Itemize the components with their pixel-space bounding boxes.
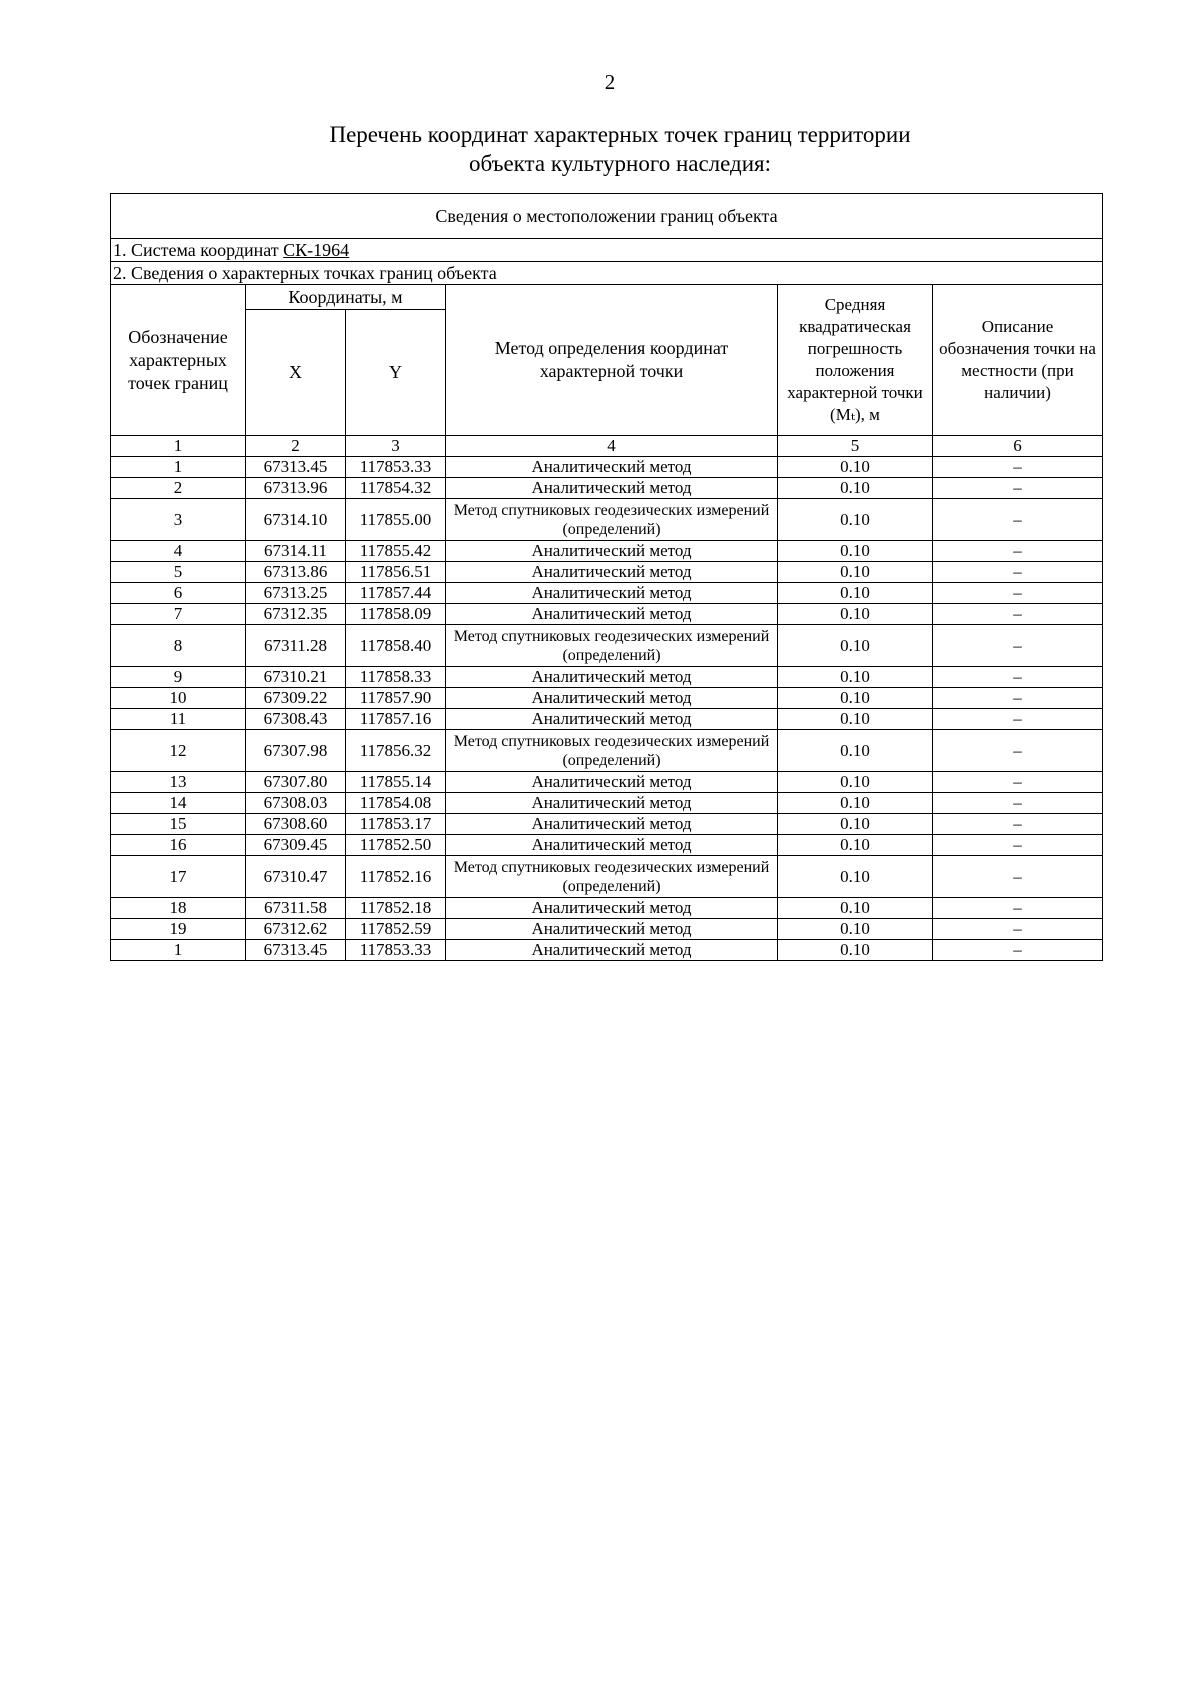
point-cell: 12 [111, 730, 246, 772]
point-cell: 5 [111, 562, 246, 583]
error-cell: 0.10 [778, 604, 933, 625]
method-cell: Аналитический метод [446, 772, 778, 793]
table-row [111, 625, 1103, 667]
description-cell: – [933, 814, 1103, 835]
boundary-coordinates-table [110, 193, 1103, 961]
method-cell: Аналитический метод [446, 667, 778, 688]
table-row [111, 541, 1103, 562]
table-row [111, 814, 1103, 835]
point-cell: 15 [111, 814, 246, 835]
method-cell: Аналитический метод [446, 583, 778, 604]
column-number: 6 [933, 436, 1103, 457]
description-cell: – [933, 709, 1103, 730]
x-cell: 67310.21 [246, 667, 346, 688]
table-header-main: Сведения о местоположении границ объекта [111, 194, 1103, 239]
y-cell: 117852.16 [346, 856, 446, 898]
column-number: 3 [346, 436, 446, 457]
error-cell: 0.10 [778, 856, 933, 898]
y-cell: 117853.33 [346, 457, 446, 478]
description-cell: – [933, 478, 1103, 499]
x-cell: 67308.03 [246, 793, 346, 814]
error-cell: 0.10 [778, 898, 933, 919]
x-cell: 67309.22 [246, 688, 346, 709]
header-method: Метод определения координат характерной точки [446, 285, 778, 436]
table-row [111, 583, 1103, 604]
description-cell: – [933, 583, 1103, 604]
method-cell: Аналитический метод [446, 709, 778, 730]
description-cell: – [933, 730, 1103, 772]
y-cell: 117854.08 [346, 793, 446, 814]
method-cell: Метод спутниковых геодезических измерений (определений) [446, 625, 778, 667]
method-cell: Аналитический метод [446, 457, 778, 478]
table-row [111, 772, 1103, 793]
table-row [111, 709, 1103, 730]
x-cell: 67308.60 [246, 814, 346, 835]
header-point-designation: Обозначение характерных точек границ [111, 285, 246, 436]
header-y: Y [346, 310, 446, 436]
x-cell: 67307.80 [246, 772, 346, 793]
method-cell: Аналитический метод [446, 604, 778, 625]
error-cell: 0.10 [778, 499, 933, 541]
table-row [111, 478, 1103, 499]
description-cell: – [933, 541, 1103, 562]
y-cell: 117858.40 [346, 625, 446, 667]
method-cell: Аналитический метод [446, 562, 778, 583]
table-row [111, 856, 1103, 898]
error-cell: 0.10 [778, 814, 933, 835]
column-number: 1 [111, 436, 246, 457]
description-cell: – [933, 835, 1103, 856]
description-cell: – [933, 667, 1103, 688]
y-cell: 117857.90 [346, 688, 446, 709]
point-cell: 3 [111, 499, 246, 541]
description-cell: – [933, 772, 1103, 793]
y-cell: 117854.32 [346, 478, 446, 499]
column-number: 2 [246, 436, 346, 457]
description-cell: – [933, 562, 1103, 583]
x-cell: 67314.11 [246, 541, 346, 562]
point-cell: 13 [111, 772, 246, 793]
y-cell: 117858.33 [346, 667, 446, 688]
point-cell: 6 [111, 583, 246, 604]
method-cell: Метод спутниковых геодезических измерений (определений) [446, 499, 778, 541]
description-cell: – [933, 457, 1103, 478]
method-cell: Аналитический метод [446, 835, 778, 856]
error-cell: 0.10 [778, 562, 933, 583]
x-cell: 67310.47 [246, 856, 346, 898]
x-cell: 67312.35 [246, 604, 346, 625]
table-row [111, 730, 1103, 772]
method-cell: Аналитический метод [446, 688, 778, 709]
point-cell: 1 [111, 457, 246, 478]
point-cell: 18 [111, 898, 246, 919]
y-cell: 117853.33 [346, 940, 446, 961]
error-cell: 0.10 [778, 940, 933, 961]
method-cell: Аналитический метод [446, 793, 778, 814]
method-cell: Метод спутниковых геодезических измерений (определений) [446, 856, 778, 898]
description-cell: – [933, 856, 1103, 898]
point-cell: 17 [111, 856, 246, 898]
point-cell: 11 [111, 709, 246, 730]
point-cell: 16 [111, 835, 246, 856]
document-title [0, 120, 1200, 178]
table-row [111, 898, 1103, 919]
point-cell: 7 [111, 604, 246, 625]
y-cell: 117852.18 [346, 898, 446, 919]
error-cell: 0.10 [778, 730, 933, 772]
coordinate-system-value: СК-1964 [283, 240, 350, 260]
x-cell: 67314.10 [246, 499, 346, 541]
error-cell: 0.10 [778, 772, 933, 793]
method-cell: Аналитический метод [446, 478, 778, 499]
point-cell: 4 [111, 541, 246, 562]
table-row [111, 604, 1103, 625]
point-cell: 19 [111, 919, 246, 940]
point-cell: 8 [111, 625, 246, 667]
y-cell: 117852.59 [346, 919, 446, 940]
table-row [111, 499, 1103, 541]
x-cell: 67312.62 [246, 919, 346, 940]
table-row [111, 835, 1103, 856]
error-cell: 0.10 [778, 667, 933, 688]
page-number: 2 [604, 70, 616, 94]
description-cell: – [933, 940, 1103, 961]
point-cell: 14 [111, 793, 246, 814]
y-cell: 117857.44 [346, 583, 446, 604]
method-cell: Аналитический метод [446, 919, 778, 940]
y-cell: 117855.00 [346, 499, 446, 541]
y-cell: 117856.51 [346, 562, 446, 583]
description-cell: – [933, 604, 1103, 625]
y-cell: 117857.16 [346, 709, 446, 730]
x-cell: 67313.96 [246, 478, 346, 499]
table-row [111, 940, 1103, 961]
point-cell: 2 [111, 478, 246, 499]
coordinate-system-row [111, 239, 1103, 262]
error-cell: 0.10 [778, 478, 933, 499]
table-row [111, 919, 1103, 940]
method-cell: Аналитический метод [446, 814, 778, 835]
method-cell: Аналитический метод [446, 940, 778, 961]
y-cell: 117852.50 [346, 835, 446, 856]
y-cell: 117855.42 [346, 541, 446, 562]
document-title-line-2: объекта культурного наследия: [468, 151, 772, 176]
description-cell: – [933, 919, 1103, 940]
x-cell: 67311.28 [246, 625, 346, 667]
error-cell: 0.10 [778, 688, 933, 709]
error-cell: 0.10 [778, 457, 933, 478]
y-cell: 117855.14 [346, 772, 446, 793]
header-description: Описание обозначения точки на местности (при наличии) [933, 285, 1103, 436]
table-row [111, 667, 1103, 688]
error-cell: 0.10 [778, 709, 933, 730]
method-cell: Метод спутниковых геодезических измерений (определений) [446, 730, 778, 772]
document-title-line-1: Перечень координат характерных точек границ территории [329, 122, 911, 147]
error-cell: 0.10 [778, 793, 933, 814]
coordinate-system-label: 1. Система координат [113, 240, 284, 260]
x-cell: 67313.25 [246, 583, 346, 604]
x-cell: 67313.45 [246, 457, 346, 478]
point-cell: 9 [111, 667, 246, 688]
method-cell: Аналитический метод [446, 898, 778, 919]
point-cell: 10 [111, 688, 246, 709]
x-cell: 67313.86 [246, 562, 346, 583]
error-cell: 0.10 [778, 835, 933, 856]
table-row [111, 688, 1103, 709]
x-cell: 67311.58 [246, 898, 346, 919]
x-cell: 67308.43 [246, 709, 346, 730]
error-cell: 0.10 [778, 625, 933, 667]
column-number: 4 [446, 436, 778, 457]
y-cell: 117858.09 [346, 604, 446, 625]
x-cell: 67307.98 [246, 730, 346, 772]
description-cell: – [933, 625, 1103, 667]
description-cell: – [933, 793, 1103, 814]
point-cell: 1 [111, 940, 246, 961]
header-x: X [246, 310, 346, 436]
y-cell: 117856.32 [346, 730, 446, 772]
method-cell: Аналитический метод [446, 541, 778, 562]
error-cell: 0.10 [778, 541, 933, 562]
x-cell: 67313.45 [246, 940, 346, 961]
header-error: Средняя квадратическая погрешность положения характерной точки (Mₜ), м [778, 285, 933, 436]
x-cell: 67309.45 [246, 835, 346, 856]
table-row [111, 457, 1103, 478]
description-cell: – [933, 688, 1103, 709]
table-row [111, 793, 1103, 814]
table-row [111, 562, 1103, 583]
error-cell: 0.10 [778, 919, 933, 940]
error-cell: 0.10 [778, 583, 933, 604]
points-info-label: 2. Сведения о характерных точках границ объекта [111, 262, 1103, 285]
description-cell: – [933, 898, 1103, 919]
column-number: 5 [778, 436, 933, 457]
description-cell: – [933, 499, 1103, 541]
y-cell: 117853.17 [346, 814, 446, 835]
header-coordinates-group: Координаты, м [246, 285, 446, 310]
